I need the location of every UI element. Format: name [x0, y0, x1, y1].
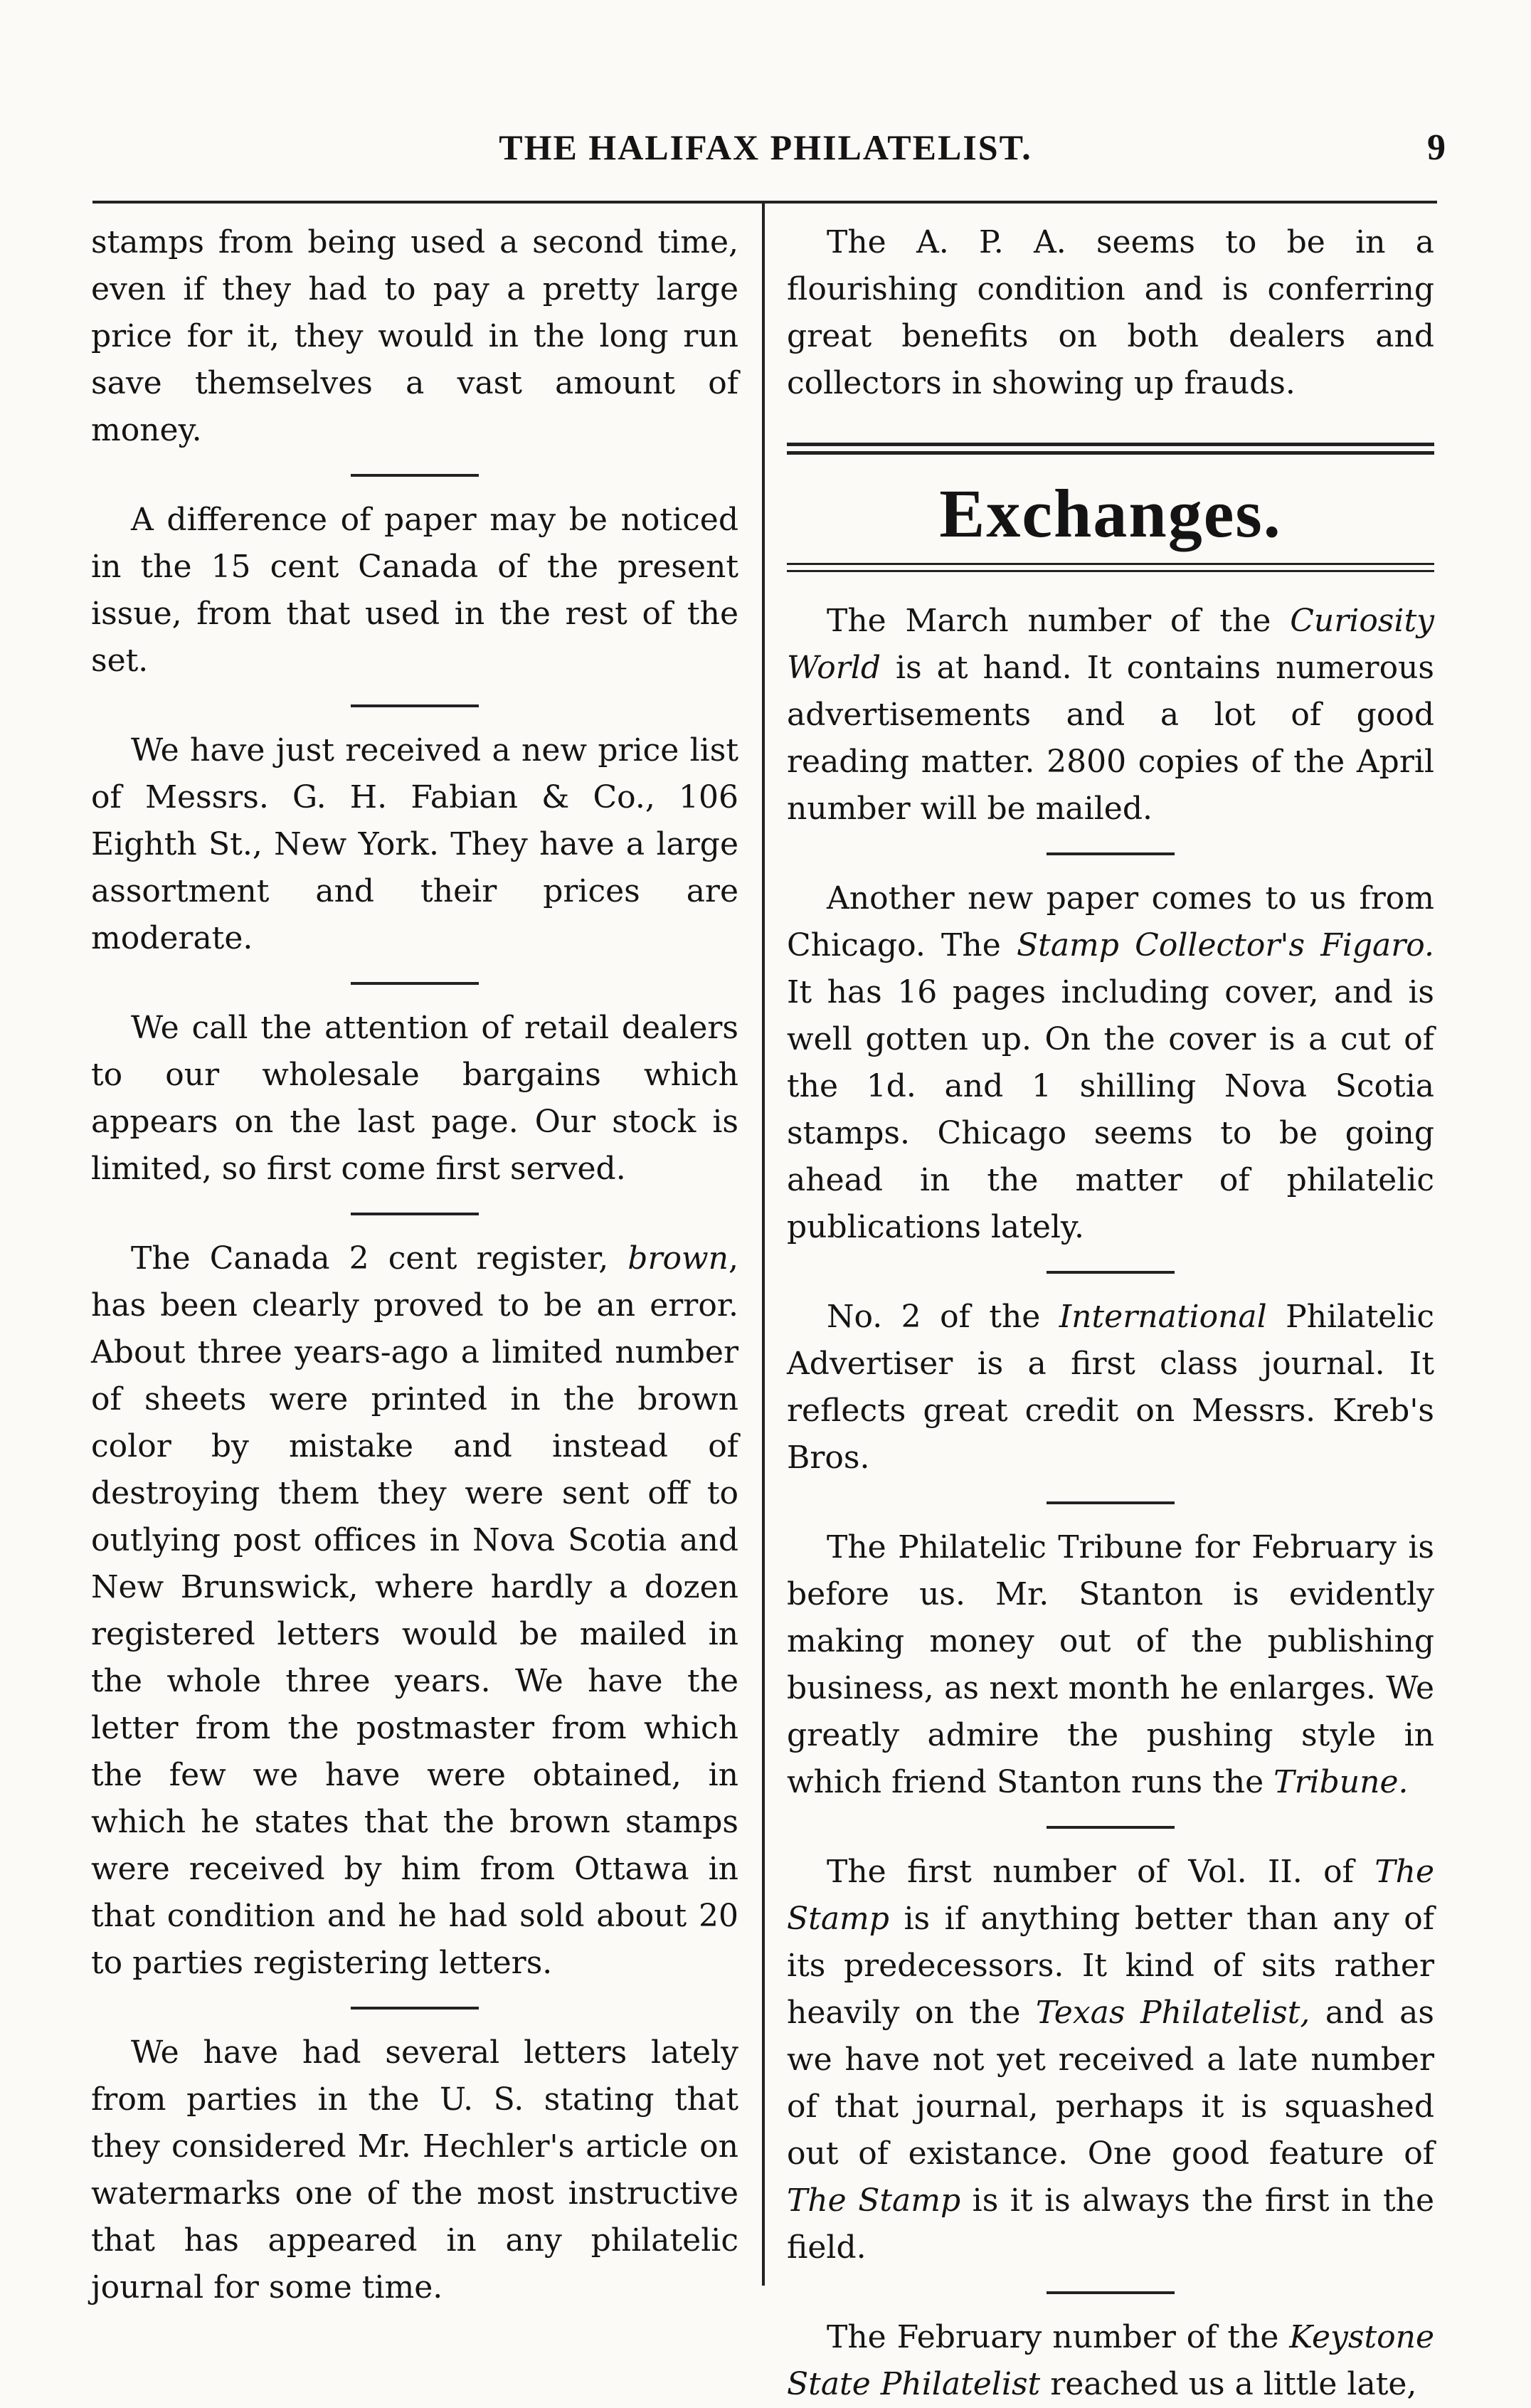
text-run: is if anything better than any of its predecessors. It kind of sits rather heavily on the [787, 1901, 1434, 2031]
separator-rule [351, 1213, 479, 1215]
separator-rule [351, 704, 479, 707]
paragraph-price-list: We have just received a new price list of Messrs. G. H. Fabian & Co., 106 Eighth St., New York. They have a large assortment and their prices are moderate. [91, 732, 738, 956]
emphasis-text: The Stamp [787, 1854, 1434, 1937]
column-divider [762, 201, 765, 2286]
paragraph-paper-difference: A difference of paper may be noticed in the 15 cent Canada of the present issue, from that used in the rest of the set. [91, 502, 738, 679]
separator-rule [1047, 852, 1175, 855]
page-number: 9 [1427, 127, 1446, 168]
text-run: is at hand. It contains numerous advertisements and a lot of good reading matter. 2800 copies of the April number will be mailed. [787, 650, 1434, 827]
separator-rule [1047, 1271, 1175, 1274]
text-run: The February number of the [827, 2319, 1290, 2355]
section-double-rule [787, 443, 1434, 455]
emphasis-text: Texas Philatelist, [1035, 1995, 1310, 2031]
emphasis-text: Keystone State Philatelist [787, 2319, 1434, 2402]
page-header-title: THE HALIFAX PHILATELIST. [499, 127, 1032, 167]
right-column [787, 219, 1434, 2408]
emphasis-text: Tribune. [1273, 1764, 1409, 1800]
text-run: Another new paper comes to us from Chicago. The [787, 880, 1434, 963]
text-run: , has been clearly proved to be an error. About three years-ago a limited number of sheets were printed in the brown color by mistake and instead of destroying them they were sent off to outlying post offices in Nova Scotia and New Brunswick, where hardly a dozen registered letters would be mailed in the whole three years. We have the letter from the postmaster from which the few we have were obtained, in which he states that the brown stamps were received by him from Ottawa in that condition and he had sold about 20 to parties registering letters. [91, 1240, 738, 1981]
separator-rule [351, 2007, 479, 2010]
emphasis-text: Stamp Collector's Figaro. [1017, 927, 1434, 963]
exchange-stamp-collectors-figaro [787, 875, 1434, 1251]
paragraph-apa: The A. P. A. seems to be in a flourishing condition and is conferring great benefits on both dealers and collectors in showing up frauds. [787, 224, 1434, 401]
separator-rule [351, 474, 479, 477]
header-rule [92, 201, 1437, 204]
emphasis-text: The Stamp [787, 2182, 961, 2219]
section-title-exchanges: Exchanges. [939, 475, 1282, 551]
text-run: and as we have not yet received a late number of that journal, perhaps it is squashed out of existance. One good feature of [787, 1995, 1434, 2172]
text-run: Philatelic Advertiser is a first class journal. It reflects great credit on Messrs. Kreb's Bros. [787, 1299, 1434, 1476]
text-run: It has 16 pages including cover, and is well gotten up. On the cover is a cut of the 1d. and 1 shilling Nova Scotia stamps. Chicago seems to be going ahead in the matter of philatelic publications lately. [787, 974, 1434, 1245]
exchange-international-advertiser [787, 1294, 1434, 1482]
text-run: The Philatelic Tribune for February is before us. Mr. Stanton is evidently making money out of the publishing business, as next month he enlarges. We greatly admire the pushing style in which friend Stanton runs the [787, 1529, 1434, 1800]
separator-rule [1047, 1826, 1175, 1829]
emphasis-text: brown [627, 1240, 729, 1277]
text-run: No. 2 of the [827, 1299, 1059, 1335]
emphasis-text: Curiosity World [787, 603, 1434, 686]
paragraph-hechler-article: We have had several letters lately from parties in the U. S. stating that they considered Mr. Hechler's article on watermarks one of the most instructive that has appeared in any philatelic journal for some time. [91, 2034, 738, 2306]
separator-rule [351, 982, 479, 985]
emphasis-text: International [1059, 1299, 1267, 1335]
text-run: The March number of the [827, 603, 1291, 639]
separator-rule [1047, 1501, 1175, 1504]
exchange-curiosity-world [787, 598, 1434, 833]
paragraph-canada-register [91, 1235, 738, 1987]
text-run: The Canada 2 cent register, [131, 1240, 628, 1277]
left-column [91, 219, 738, 2311]
exchange-philatelic-tribune [787, 1524, 1434, 1806]
exchange-keystone-state [787, 2314, 1434, 2408]
separator-rule [1047, 2291, 1175, 2294]
paragraph-wholesale-bargains: We call the attention of retail dealers to our wholesale bargains which appears on the last page. Our stock is limited, so first come first served. [91, 1010, 738, 1187]
text-run: reached us a little late, [1040, 2366, 1417, 2402]
paragraph-continued: stamps from being used a second time, even if they had to pay a pretty large price for it, they would in the long run save themselves a vast amount of money. [91, 224, 738, 448]
section-thin-double-rule [787, 563, 1434, 572]
text-run: is it is always the first in the field. [787, 2182, 1434, 2266]
exchange-the-stamp [787, 1849, 1434, 2271]
text-run: The first number of Vol. II. of [827, 1854, 1375, 1890]
